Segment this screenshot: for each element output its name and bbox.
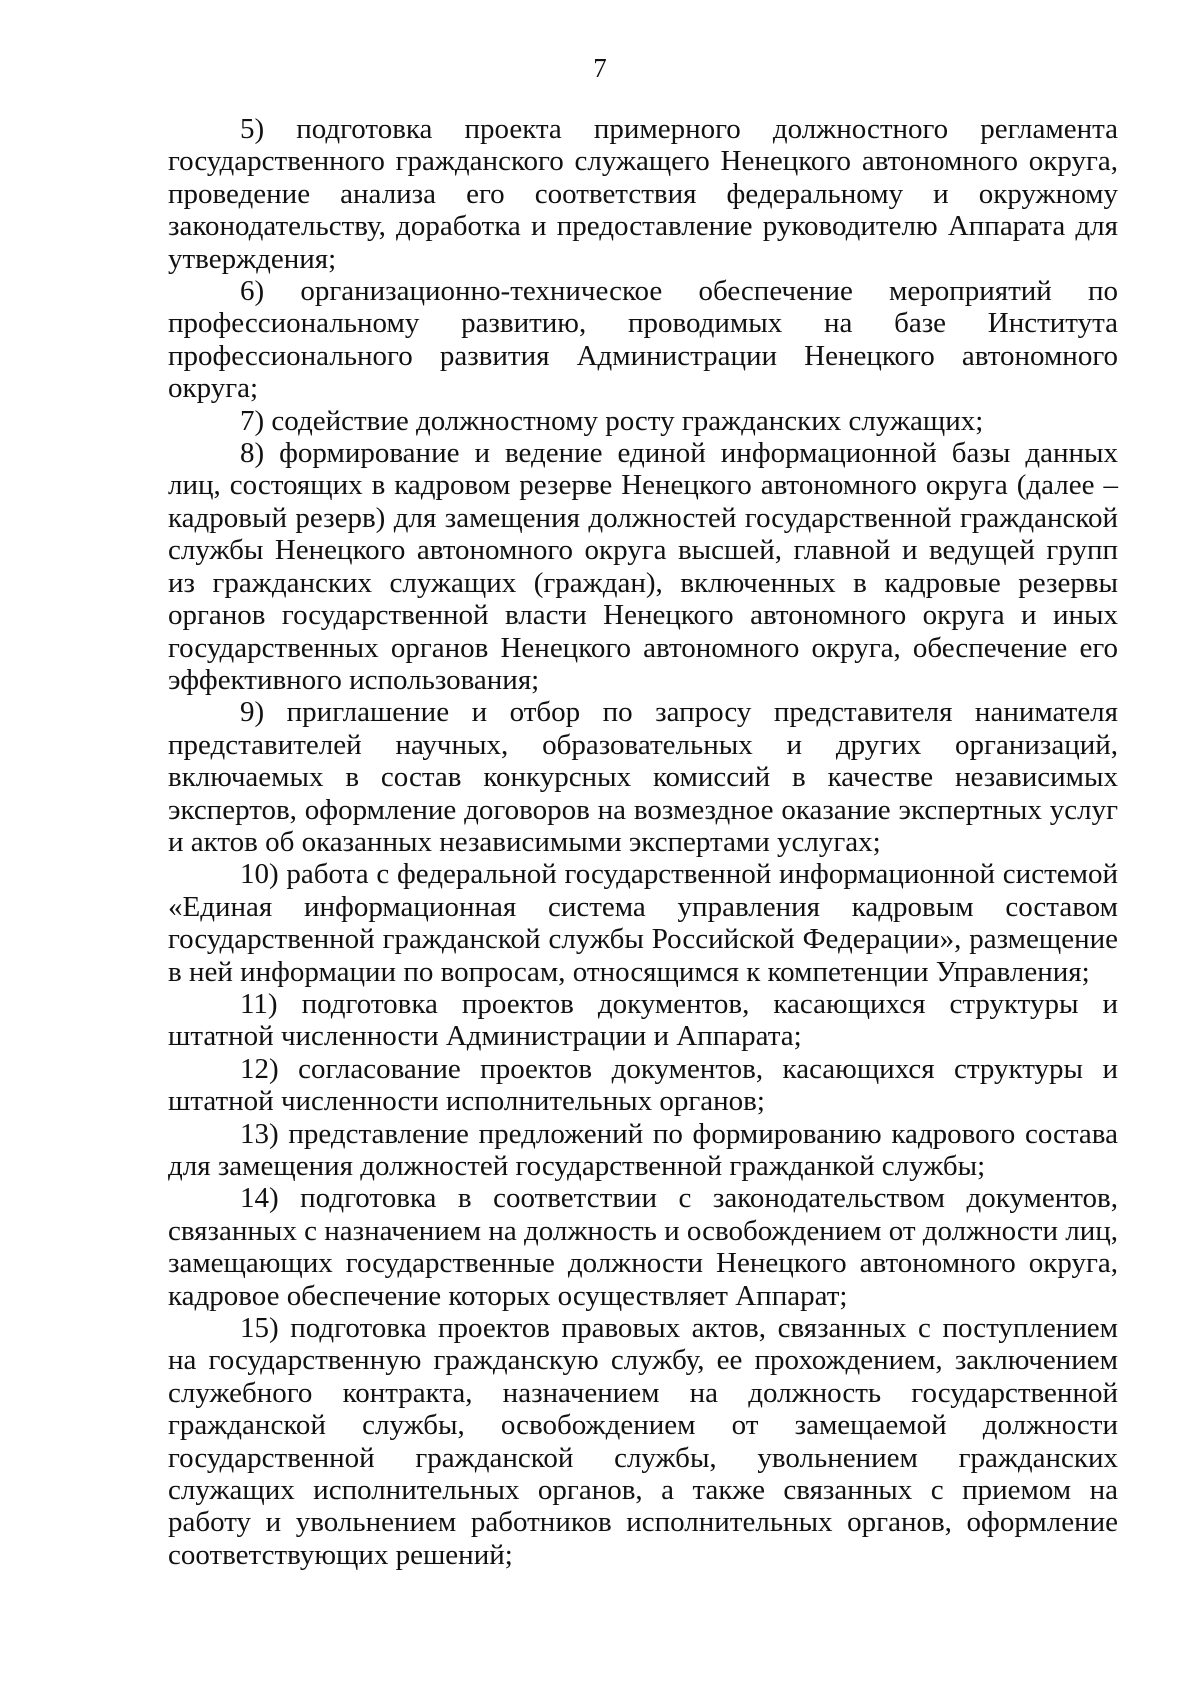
list-item: 6) организационно-техническое обеспечение мероприятий по профессиональному развитию, проводимых на базе Института профессионального развития Администрации Ненецкого автономного округа; [168,275,1118,405]
list-item: 5) подготовка проекта примерного должностного регламента государственного гражданского служащего Ненецкого автономного округа, проведение анализа его соответствия федеральному и окружному законодательству, доработка и предоставление руководителю Аппарата для утверждения; [168,113,1118,275]
document-body [168,113,1118,1571]
list-item: 9) приглашение и отбор по запросу представителя нанимателя представителей научных, образовательных и других организаций, включаемых в состав конкурсных комиссий в качестве независимых экспертов, оформление договоров на возмездное оказание экспертных услуг и актов об оказанных независимыми экспертами услугах; [168,696,1118,858]
list-item: 7) содействие должностному росту гражданских служащих; [240,404,984,437]
list-item: 11) подготовка проектов документов, касающихся структуры и штатной численности Администрации и Аппарата; [168,987,1118,1053]
list-item: 10) работа с федеральной государственной информационной системой «Единая информационная система управления кадровым составом государственной гражданской службы Российской Федерации», размещение в ней информации по вопросам, относящимся к компетенции Управления; [168,858,1118,988]
list-item: 14) подготовка в соответствии с законодательством документов, связанных с назначением на должность и освобождением от должности лиц, замещающих государственные должности Ненецкого автономного округа, кадровое обеспечение которых осуществляет Аппарат; [168,1182,1118,1312]
page-number: 7 [593,53,607,83]
list-item: 15) подготовка проектов правовых актов, связанных с поступлением на государственную гражданскую службу, ее прохождением, заключением служебного контракта, назначением на должность государственной гражданской службы, освобождением от замещаемой должности государственной гражданской службы, увольнением гражданских служащих исполнительных органов, а также связанных с приемом на работу и увольнением работников исполнительных органов, оформление соответствующих решений; [168,1312,1118,1571]
list-item: 8) формирование и ведение единой информационной базы данных лиц, состоящих в кадровом резерве Ненецкого автономного округа (далее – кадровый резерв) для замещения должностей государственной гражданской службы Ненецкого автономного округа высшей, главной и ведущей групп из гражданских служащих (граждан), включенных в кадровые резервы органов государственной власти Ненецкого автономного округа и иных государственных органов Ненецкого автономного округа, обеспечение его эффективного использования; [168,437,1118,696]
list-item: 13) представление предложений по формированию кадрового состава для замещения должностей государственной гражданкой службы; [168,1117,1118,1182]
list-item: 12) согласование проектов документов, касающихся структуры и штатной численности исполнительных органов; [168,1052,1118,1118]
